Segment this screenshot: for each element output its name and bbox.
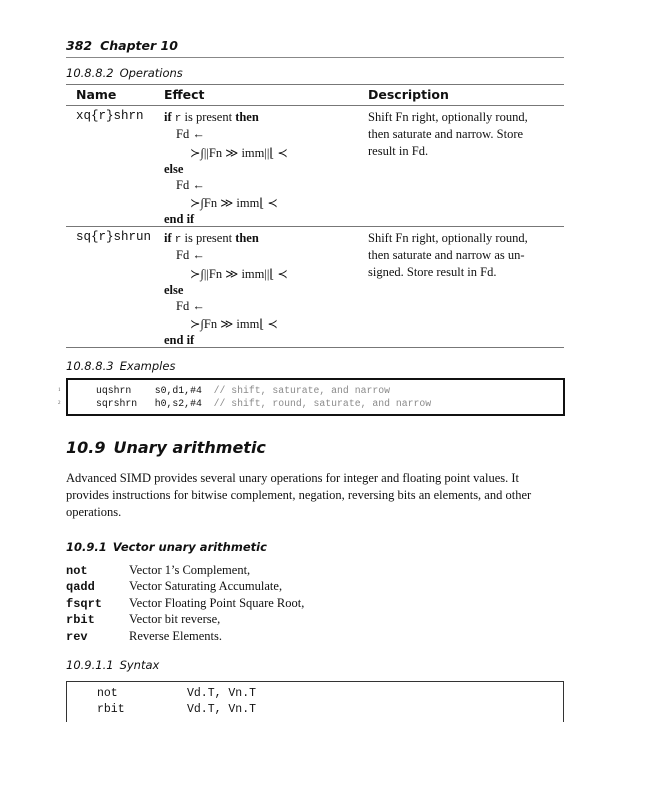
effect-endif: end if (164, 212, 195, 226)
mnemonic-desc: Vector Floating Point Square Root, (129, 595, 305, 610)
operations-heading (66, 66, 183, 80)
code-line: sqrshrn h0,s2,#4 // shift, round, saturate, and narrow (96, 398, 432, 409)
syntax-line: rbit Vd.T, Vn.T (97, 703, 257, 716)
effect-if-line: if r is present then (164, 110, 259, 125)
effect-assign: Fd ← (176, 178, 205, 192)
instr-name: xq{r}shrn (76, 109, 144, 123)
header-rule (66, 57, 564, 58)
instr-description: Shift Fn right, optionally round, then saturate and narrow as un-signed. Store result in Fd. (368, 231, 528, 279)
col-description: Description (368, 87, 449, 102)
section-title: 10.9 Unary arithmetic (66, 438, 266, 457)
mnemonic-desc: Vector 1’s Complement, (129, 563, 251, 577)
mnemonic: rbit (66, 613, 95, 628)
mnemonic: qadd (66, 580, 95, 595)
effect-endif: end if (164, 333, 195, 347)
running-head (66, 38, 178, 53)
intro-paragraph: Advanced SIMD provides several unary operations for integer and floating point values. It provides instructions for bitwise complement, negation, reversing bits an elements, and other operations. (66, 471, 532, 519)
effect-assign: Fd ← (176, 127, 205, 141)
instr-description: Shift Fn right, optionally round, then saturate and narrow. Store result in Fd. (368, 110, 528, 158)
operations-table (66, 84, 564, 348)
examples-heading (66, 359, 175, 373)
code-comment: // shift, saturate, and narrow (213, 385, 390, 396)
table-header (66, 85, 564, 105)
table-row (66, 227, 564, 347)
instr-name: sq{r}shrun (76, 230, 152, 244)
effect-else: else (164, 283, 184, 297)
table-row (66, 106, 564, 226)
mnemonic-desc: Vector Saturating Accumulate, (129, 579, 283, 594)
effect-assign: Fd ← (176, 248, 205, 262)
effect-else: else (164, 162, 184, 176)
syntax-code-box (66, 681, 564, 722)
mnemonic-desc: Vector bit reverse, (129, 612, 221, 627)
mnemonic: rev (66, 629, 88, 644)
col-effect: Effect (164, 87, 205, 102)
effect-expr: ≻∫||Fn ≫ imm||⌊ ≺ (190, 267, 288, 281)
mnemonic: fsqrt (66, 596, 103, 611)
syntax-heading: 10.9.1.1 Syntax (66, 658, 160, 672)
operations-number: 10.8.8.2 (66, 66, 114, 80)
code-line: uqshrn s0,d1,#4 // shift, saturate, and narrow (96, 385, 390, 396)
examples-title: Examples (119, 359, 176, 373)
effect-if-line: if r is present then (164, 231, 259, 246)
effect-expr: ≻∫||Fn ≫ imm||⌊ ≺ (190, 146, 288, 160)
code-line-number: 1 (58, 388, 61, 393)
mnemonic-desc: Reverse Elements. (129, 628, 223, 643)
example-code-box (66, 378, 565, 416)
effect-assign: Fd ← (176, 299, 205, 313)
code-line-number: 2 (58, 401, 61, 406)
code-comment: // shift, round, saturate, and narrow (213, 398, 432, 409)
operations-title: Operations (119, 66, 183, 80)
chapter-label: Chapter 10 (100, 38, 178, 53)
mnemonic: not (66, 564, 88, 578)
col-name: Name (76, 87, 117, 102)
effect-expr: ≻∫Fn ≫ imm⌊ ≺ (190, 196, 278, 210)
examples-number: 10.8.8.3 (66, 359, 114, 373)
effect-expr: ≻∫Fn ≫ imm⌊ ≺ (190, 317, 278, 331)
syntax-line: not Vd.T, Vn.T (97, 687, 257, 700)
subsection-title: 10.9.1 Vector unary arithmetic (66, 540, 267, 554)
page-number: 382 (66, 38, 93, 53)
